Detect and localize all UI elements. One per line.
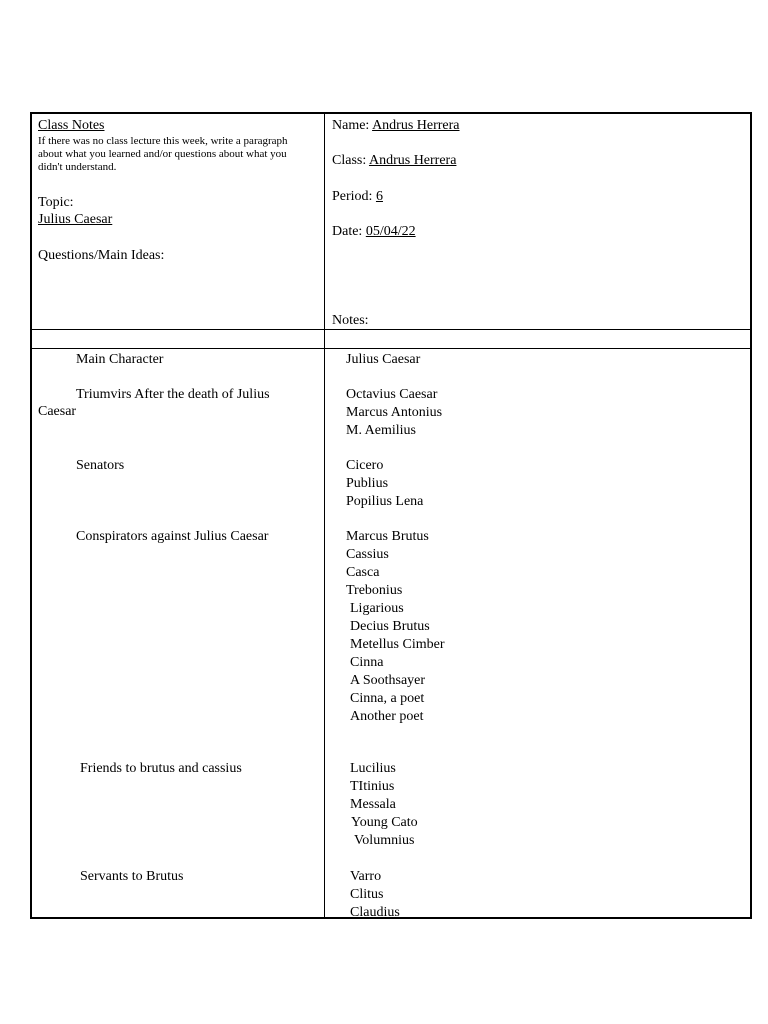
- list-item: Cinna: [350, 655, 384, 670]
- list-item: Claudius: [350, 905, 400, 920]
- name-field: [332, 117, 460, 134]
- date-value: 05/04/22: [365, 224, 416, 239]
- section-heading: Senators: [76, 458, 125, 473]
- list-item: Ligarious: [350, 601, 404, 616]
- header-divider-bottom: [32, 348, 750, 349]
- list-item: Casca: [346, 565, 380, 580]
- section-list: [346, 351, 420, 369]
- list-item: Clitus: [350, 887, 384, 902]
- list-item: Marcus Antonius: [346, 405, 443, 420]
- section-heading: Main Character: [76, 352, 164, 367]
- section-list: [346, 457, 423, 511]
- date-field: [332, 223, 416, 240]
- column-divider: [324, 114, 325, 917]
- list-item: Cassius: [346, 547, 389, 562]
- list-item: Trebonius: [346, 583, 403, 598]
- list-item: TItinius: [350, 779, 395, 794]
- list-item: Julius Caesar: [346, 352, 421, 367]
- list-item: Volumnius: [354, 833, 415, 848]
- class-value: Andrus Herrera: [368, 153, 457, 168]
- section-list: [346, 386, 442, 440]
- list-item: Publius: [346, 476, 389, 491]
- list-item: Lucilius: [350, 761, 396, 776]
- section-list: [346, 528, 445, 726]
- notes-label: Notes:: [332, 313, 369, 328]
- instructions-text: If there was no class lecture this week, write a paragraph about what you learned and/or questions about what you didn't understand.: [38, 135, 288, 173]
- section-heading: Triumvirs After the death of Julius Caesar: [38, 387, 270, 419]
- period-field: [332, 188, 383, 205]
- list-item: Octavius Caesar: [346, 387, 438, 402]
- period-value: 6: [375, 189, 383, 204]
- section-heading: Conspirators against Julius Caesar: [76, 529, 269, 544]
- topic-label: Topic:: [38, 195, 74, 210]
- list-item: Messala: [350, 797, 396, 812]
- date-label: Date:: [332, 224, 363, 239]
- section-heading: Friends to brutus and cassius: [80, 761, 242, 776]
- class-notes-label: Class Notes: [38, 118, 105, 133]
- list-item: Varro: [350, 869, 382, 884]
- list-item: Young Cato: [351, 815, 418, 830]
- questions-label: Questions/Main Ideas:: [38, 248, 165, 263]
- name-value: Andrus Herrera: [372, 118, 460, 133]
- list-item: M. Aemilius: [346, 423, 417, 438]
- header-divider-top: [32, 329, 750, 330]
- class-field: [332, 152, 456, 169]
- topic-value: Julius Caesar: [38, 212, 113, 227]
- list-item: Cinna, a poet: [350, 691, 425, 706]
- list-item: Popilius Lena: [346, 494, 424, 509]
- list-item: Decius Brutus: [350, 619, 430, 634]
- period-label: Period:: [332, 189, 373, 204]
- list-item: Marcus Brutus: [346, 529, 429, 544]
- section-list: [350, 868, 400, 922]
- list-item: Another poet: [350, 709, 424, 724]
- list-item: Cicero: [346, 458, 384, 473]
- list-item: Metellus Cimber: [350, 637, 445, 652]
- section-heading: Servants to Brutus: [80, 869, 184, 884]
- name-label: Name:: [332, 118, 370, 133]
- class-label: Class:: [332, 153, 367, 168]
- notes-table: [30, 112, 752, 919]
- section-list: [350, 760, 418, 850]
- list-item: A Soothsayer: [350, 673, 426, 688]
